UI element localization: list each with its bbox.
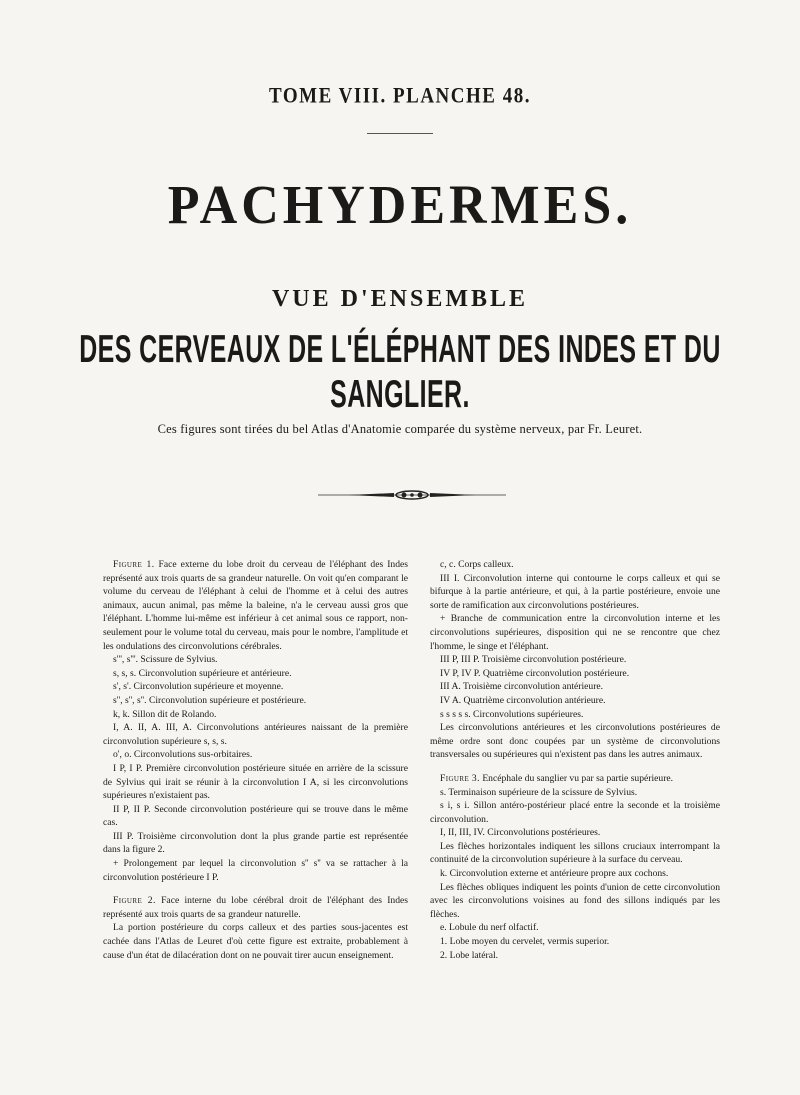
main-title: PACHYDERMES.	[167, 175, 633, 236]
text-paragraph	[103, 558, 408, 653]
text-paragraph	[430, 786, 720, 800]
paragraph-text: III I. Circonvolution interne qui contourne le corps calleux et qui se bifurque à la partie antérieure, et qui, à la partie postérieure, envoie une sorte de ramification aux circonvolutions postérieures.	[430, 572, 720, 611]
paragraph-text: Encéphale du sanglier vu par sa partie supérieure.	[479, 772, 674, 784]
paragraph-text: o', o. Circonvolutions sus-orbitaires.	[113, 749, 253, 761]
tome-heading: TOME VIII. PLANCHE 48.	[269, 84, 531, 109]
paragraph-text: Les flèches obliques indiquent les points d'union de cette circonvolution avec les circonvolutions voisines au fond des sillons indiqués par les flèches.	[430, 881, 720, 920]
text-paragraph	[430, 694, 720, 708]
text-paragraph	[430, 949, 720, 963]
text-paragraph	[430, 799, 720, 826]
paragraph-text: s, s, s. Circonvolution supérieure et antérieure.	[113, 667, 292, 679]
paragraph-text: Les circonvolutions antérieures et les circonvolutions postérieures de même ordre sont donc coupées par un système de circonvolutions transversales ou supérieures qui n'existent pas dans les autres animaux.	[430, 722, 720, 761]
text-paragraph	[430, 667, 720, 681]
ornament-divider	[318, 488, 506, 502]
paragraph-text: II P, II P. Seconde circonvolution postérieure qui se trouve dans le même cas.	[103, 803, 408, 829]
text-paragraph	[430, 935, 720, 949]
text-paragraph	[430, 653, 720, 667]
text-paragraph	[103, 708, 408, 722]
figure-label: Figure 2.	[113, 895, 156, 907]
text-paragraph	[430, 708, 720, 722]
paragraph-text: III A. Troisième circonvolution antérieure.	[440, 681, 604, 693]
paragraph-text: Face interne du lobe cérébral droit de l'éléphant des Indes représenté aux trois quarts de sa grandeur naturelle.	[103, 895, 409, 920]
figure-label: Figure 3.	[440, 772, 480, 784]
paragraph-text: La portion postérieure du corps calleux et des parties sous-jacentes est cachée dans l'Atlas de Leuret d'où cette figure est extraite, probablement à cause d'un état de dilacération dont on ne pouvait tirer aucun enseignement.	[103, 922, 408, 961]
short-divider	[367, 133, 433, 134]
paragraph-text: s. Terminaison supérieure de la scissure de Sylvius.	[440, 786, 638, 798]
paragraph-text: + Branche de communication entre la circonvolution interne et les circonvolutions supérieures, disposition qui ne se rencontre que chez l'homme, le singe et l'éléphant.	[430, 613, 720, 652]
text-paragraph	[103, 667, 408, 681]
paragraph-text: I, A. II, A. III, A. Circonvolutions antérieures naissant de la première circonvolution supérieure s, s, s.	[103, 722, 408, 747]
paragraph-text: s'', s'', s''. Circonvolution supérieure et postérieure.	[113, 694, 307, 706]
paragraph-text: e. Lobule du nerf olfactif.	[440, 922, 539, 934]
source-note: Ces figures sont tirées du bel Atlas d'Anatomie comparée du système nerveux, par Fr. Leuret.	[157, 422, 643, 436]
paragraph-text: s''', s'''. Scissure de Sylvius.	[113, 654, 218, 666]
paragraph-text: 2. Lobe latéral.	[440, 949, 499, 961]
paragraph-text: III P. Troisième circonvolution dont la plus grande partie est représentée dans la figure 2.	[103, 830, 408, 856]
text-paragraph	[103, 721, 408, 748]
text-paragraph	[430, 826, 720, 840]
text-paragraph	[103, 857, 408, 884]
paragraph-text: 1. Lobe moyen du cervelet, vermis superior.	[440, 936, 610, 948]
subtitle-brains: DES CERVEAUX DE L'ÉLÉPHANT DES INDES ET DU SANGLIER.	[79, 328, 721, 417]
text-paragraph	[430, 921, 720, 935]
text-paragraph	[103, 653, 408, 667]
text-paragraph	[430, 612, 720, 653]
paragraph-text: I, II, III, IV. Circonvolutions postérieures.	[440, 827, 601, 839]
text-paragraph	[430, 867, 720, 881]
paragraph-text: III P, III P. Troisième circonvolution postérieure.	[440, 654, 627, 666]
right-text-column	[430, 558, 720, 962]
text-paragraph	[103, 830, 408, 857]
text-paragraph	[103, 694, 408, 708]
paragraph-text: c, c. Corps calleux.	[440, 559, 514, 570]
left-text-column	[103, 558, 408, 962]
text-paragraph	[430, 840, 720, 867]
paragraph-text: I P, I P. Première circonvolution postérieure située en arrière de la scissure de Sylvius qui irait se réunir à la circonvolution I A, si les circonvolutions supérieures n'existaient pas.	[103, 762, 408, 802]
text-paragraph	[103, 894, 408, 921]
paragraph-text: IV P, IV P. Quatrième circonvolution postérieure.	[440, 667, 630, 679]
text-paragraph	[103, 921, 408, 962]
paragraph-text: IV A. Quatrième circonvolution antérieure.	[440, 694, 606, 706]
paragraph-text: Face externe du lobe droit du cerveau de l'éléphant des Indes représenté aux trois quarts de sa grandeur naturelle. On voit qu'en comparant le volume du cerveau de l'éléphant à celui de l'homme et à celui des autres animaux, aucun animal, pas même la baleine, n'a le cerveau aussi gros que l'éléphant. L'homme lui-même est inférieur à cet animal sous ce rapport, non-seulement pour le volume total du cerveau, mais pour le nombre, l'amplitude et les ondulations des circonvolutions cérébrales.	[103, 559, 408, 652]
paragraph-text: k, k. Sillon dit de Rolando.	[113, 708, 217, 720]
text-paragraph	[430, 680, 720, 694]
text-paragraph	[103, 748, 408, 762]
subtitle-overview: VUE D'ENSEMBLE	[271, 286, 529, 312]
paragraph-text: Les flèches horizontales indiquent les sillons cruciaux interrompant la continuité de la circonvolution supérieure à la surface du cerveau.	[430, 840, 720, 866]
text-paragraph	[430, 572, 720, 613]
text-paragraph	[103, 803, 408, 830]
text-paragraph	[103, 762, 408, 803]
paragraph-text: + Prolongement par lequel la circonvolution s'' s'' va se rattacher à la circonvolution postérieure I P.	[103, 858, 408, 883]
text-paragraph	[430, 772, 720, 786]
paragraph-text: k. Circonvolution externe et antérieure propre aux cochons.	[440, 868, 669, 880]
text-paragraph	[430, 881, 720, 922]
paragraph-text: s', s'. Circonvolution supérieure et moyenne.	[113, 681, 284, 693]
paragraph-text: s s s s s. Circonvolutions supérieures.	[440, 708, 584, 720]
text-paragraph	[430, 558, 720, 572]
text-paragraph	[430, 721, 720, 762]
figure-label: Figure 1.	[113, 559, 155, 570]
paragraph-text: s i, s i. Sillon antéro-postérieur placé entre la seconde et la troisième circonvolution.	[430, 800, 720, 825]
text-paragraph	[103, 680, 408, 694]
